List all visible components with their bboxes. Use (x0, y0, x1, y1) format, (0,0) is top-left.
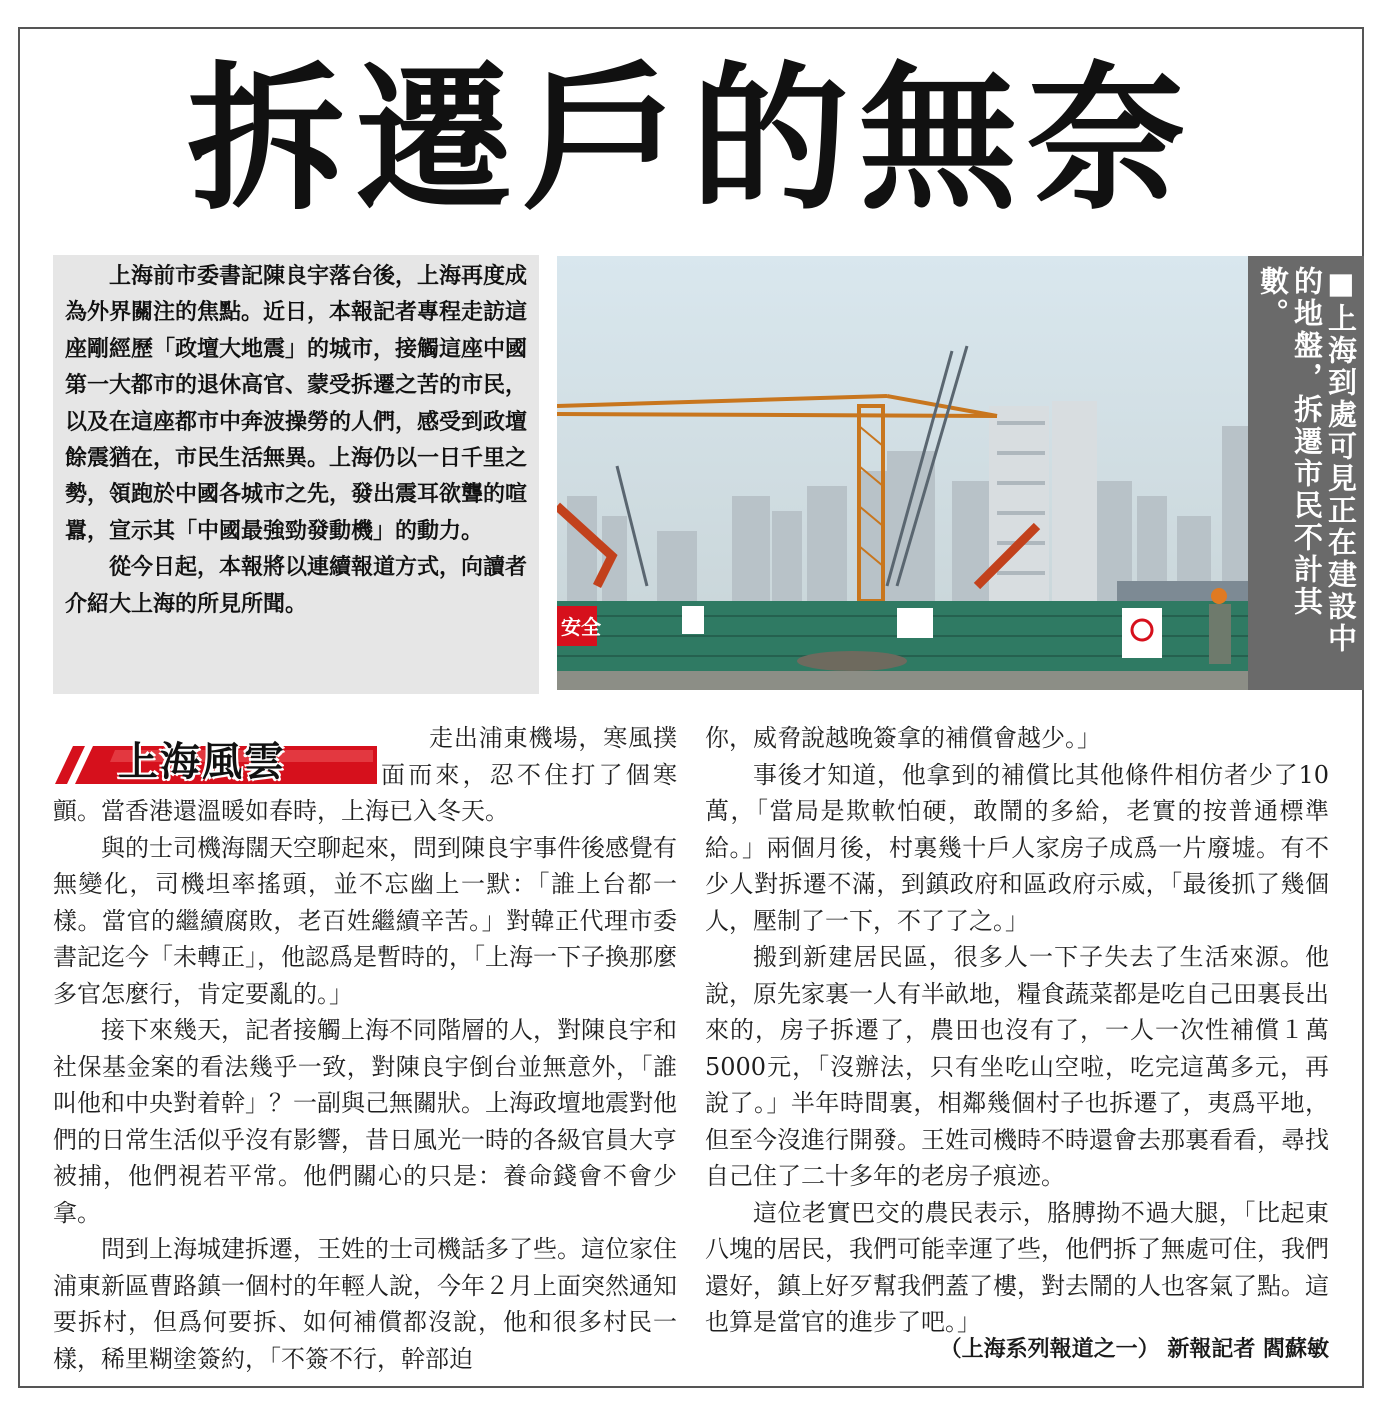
lede-box (53, 255, 539, 694)
article-paragraph: 事後才知道，他拿到的補償比其他條件相仿者少了10萬，「當局是欺軟怕硬，敢鬧的多給，老實的按普通標準給。」兩個月後，村裏幾十戶人家房子成爲一片廢墟。有不少人對拆遷不滿，到鎮政府和區政府示威，「最後抓了幾個人，壓制了一下，不了了之。」 (705, 760, 1329, 935)
lede-paragraph: 上海前市委書記陳良宇落台後，上海再度成為外界關注的焦點。近日，本報記者專程走訪這座剛經歷「政壇大地震」的城市，接觸這座中國第一大都市的退休高官、蒙受拆遷之苦的市民，以及在這座都市中奔波操勞的人們，感受到政壇餘震猶在，市民生活無異。上海仍以一日千里之勢，領跑於中國各城市之先，發出震耳欲聾的喧囂，宣示其「中國最強勁發動機」的動力。 (65, 264, 528, 544)
article-paragraph: 與的士司機海闊天空聊起來，問到陳良宇事件後感覺有無變化，司機坦率搖頭，並不忘幽上一默：「誰上台都一樣。當官的繼續腐敗，老百姓繼續辛苦。」對韓正代理市委書記迄今「未轉正」，他認爲是暫時的，「上海一下子換那麼多官怎麼行，肯定要亂的。」 (53, 833, 677, 1008)
fence-sign-text: 安全 (561, 615, 601, 639)
article-paragraph: 你，威脅說越晚簽拿的補償會越少。」 (705, 724, 1101, 752)
construction-photo (557, 256, 1248, 690)
photo-caption: ■上海到處可見正在建設中的地盤，拆遷市民不計其數。 (1248, 256, 1364, 690)
article-column-1 (53, 720, 677, 1377)
headline: 拆遷戶的無奈 (187, 48, 1195, 232)
article-paragraph: 接下來幾天，記者接觸上海不同階層的人，對陳良宇和社保基金案的看法幾乎一致，對陳良宇倒台並無意外，「誰叫他和中央對着幹」？一副與己無關狀。上海政壇地震對他們的日常生活似乎沒有影響，昔日風光一時的各級官員大亨被捕，他們視若平常。他們關心的只是：養命錢會不會少拿。 (53, 1016, 677, 1227)
column-banner-title: 上海風雲 (118, 739, 286, 785)
article-paragraph: 搬到新建居民區，很多人一下子失去了生活來源。他說，原先家裏一人有半畝地，糧食蔬菜都是吃自己田裏長出來的，房子拆遷了，農田也沒有了，一人一次性補償１萬5000元，「沒辦法，只有坐吃山空啦，吃完這萬多元，再說了。」半年時間裏，相鄰幾個村子也拆遷了，夷爲平地，但至今沒進行開發。王姓司機時不時還會去那裏看看，尋找自己住了二十多年的老房子痕迹。 (705, 943, 1329, 1190)
article-paragraph: 走出浦東機場，寒風撲面而來，忍不住打了個寒顫。當香港還溫暖如春時，上海已入冬天。 (53, 724, 677, 825)
article-paragraph: 這位老實巴交的農民表示，胳膊拗不過大腿，「比起東八塊的居民，我們可能幸運了些，他們拆了無處可住，我們還好，鎮上好歹幫我們蓋了樓，對去鬧的人也客氣了點。這也算是當官的進步了吧。」 (705, 1198, 1329, 1336)
article-paragraph: 問到上海城建拆遷，王姓的士司機話多了些。這位家住浦東新區曹路鎮一個村的年輕人說，今年２月上面突然通知要拆村，但爲何要拆、如何補償都沒說，他和很多村民一樣，稀里糊塗簽約，「不簽不行，幹部迫 (53, 1235, 677, 1373)
banner-space (53, 720, 381, 793)
byline: （上海系列報道之一） 新報記者 閻蘇敏 (939, 1337, 1329, 1362)
article-column-2 (705, 720, 1329, 1341)
lede-paragraph: 從今日起，本報將以連續報道方式，向讀者介紹大上海的所見所聞。 (65, 555, 528, 617)
